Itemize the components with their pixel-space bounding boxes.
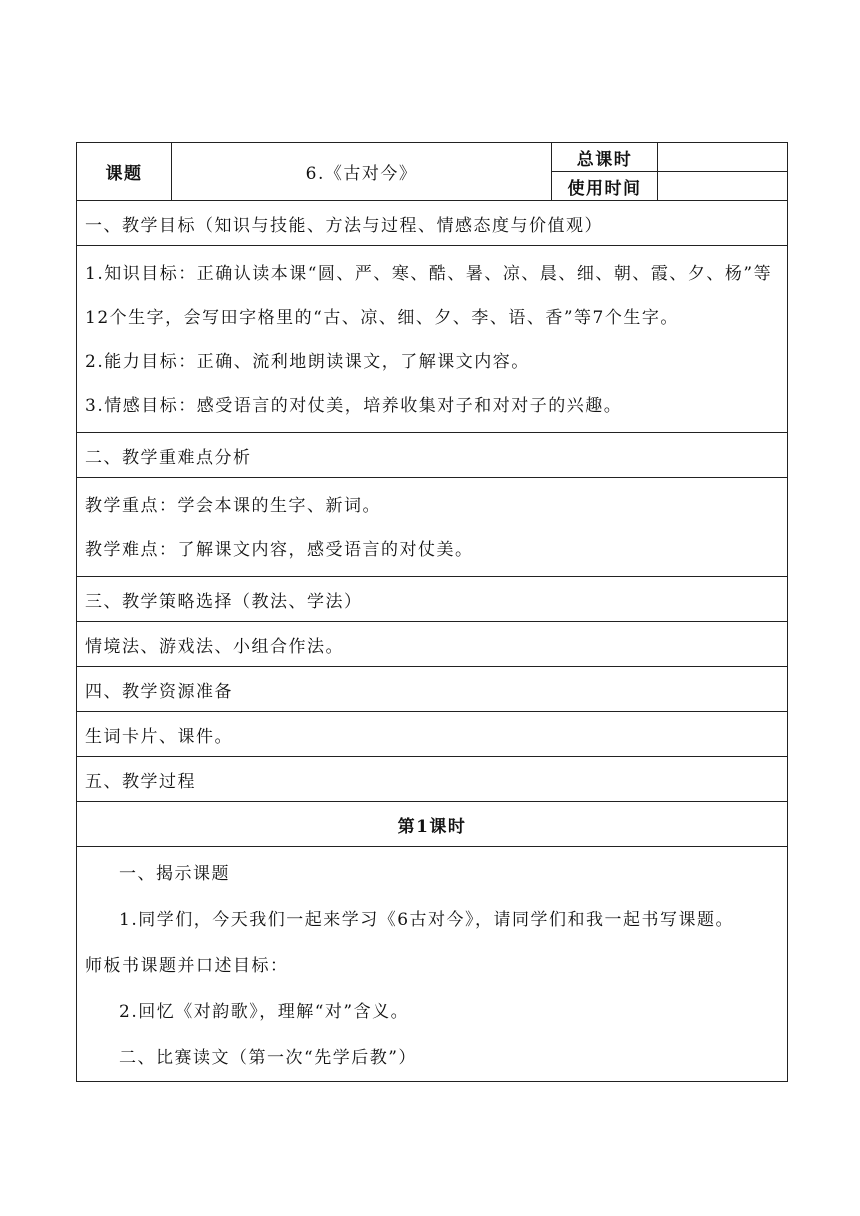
total-hours-label: 总课时 (552, 143, 658, 172)
lesson-plan-table (76, 142, 788, 1082)
section-3-body-row (77, 622, 788, 667)
section-4-body-row (77, 712, 788, 757)
period-body (77, 847, 788, 1082)
section-3-body: 情境法、游戏法、小组合作法。 (77, 622, 788, 667)
section-1-heading: 一、教学目标（知识与技能、方法与过程、情感态度与价值观） (77, 201, 788, 246)
section-2-body (77, 478, 788, 577)
header-row-top (77, 143, 788, 172)
section-1-body-row (77, 246, 788, 433)
section-1-heading-row (77, 201, 788, 246)
difficult-point: 教学难点：了解课文内容，感受语言的对仗美。 (85, 540, 474, 560)
period-title-row (77, 802, 788, 847)
total-hours-value[interactable] (658, 143, 788, 172)
section-2-body-row (77, 478, 788, 577)
emotion-goal: 3.情感目标：感受语言的对仗美，培养收集对子和对对子的兴趣。 (85, 396, 623, 416)
process-step-1-note: 师板书课题并口述目标： (85, 956, 289, 976)
topic-label: 课题 (77, 143, 172, 201)
section-2-heading-row (77, 433, 788, 478)
usage-time-label: 使用时间 (552, 172, 658, 201)
usage-time-value[interactable] (658, 172, 788, 201)
key-point: 教学重点：学会本课的生字、新词。 (85, 496, 381, 516)
process-step-1-text: 1.同学们，今天我们一起来学习《6古对今》，请同学们和我一起书写课题。 (119, 910, 735, 930)
section-4-heading: 四、教学资源准备 (77, 667, 788, 712)
section-1-body (77, 246, 788, 433)
process-step-1-heading: 一、揭示课题 (119, 864, 230, 884)
section-4-body: 生词卡片、课件。 (77, 712, 788, 757)
section-5-heading-row (77, 757, 788, 802)
process-step-2-heading: 二、比赛读文（第一次“先学后教”） (119, 1048, 417, 1068)
ability-goal: 2.能力目标：正确、流利地朗读课文，了解课文内容。 (85, 352, 530, 372)
period-title: 第1课时 (77, 802, 788, 847)
period-body-row (77, 847, 788, 1082)
topic-title: 6.《古对今》 (172, 143, 552, 201)
knowledge-goal: 1.知识目标：正确认读本课“圆、严、寒、酷、暑、凉、晨、细、朝、霞、夕、杨”等12个生字，会写田字格里的“古、凉、细、夕、李、语、香”等7个生字。 (85, 264, 773, 328)
process-step-2-text: 2.回忆《对韵歌》，理解“对”含义。 (119, 1002, 410, 1022)
section-4-heading-row (77, 667, 788, 712)
section-5-heading: 五、教学过程 (77, 757, 788, 802)
section-3-heading-row (77, 577, 788, 622)
section-2-heading: 二、教学重难点分析 (77, 433, 788, 478)
section-3-heading: 三、教学策略选择（教法、学法） (77, 577, 788, 622)
